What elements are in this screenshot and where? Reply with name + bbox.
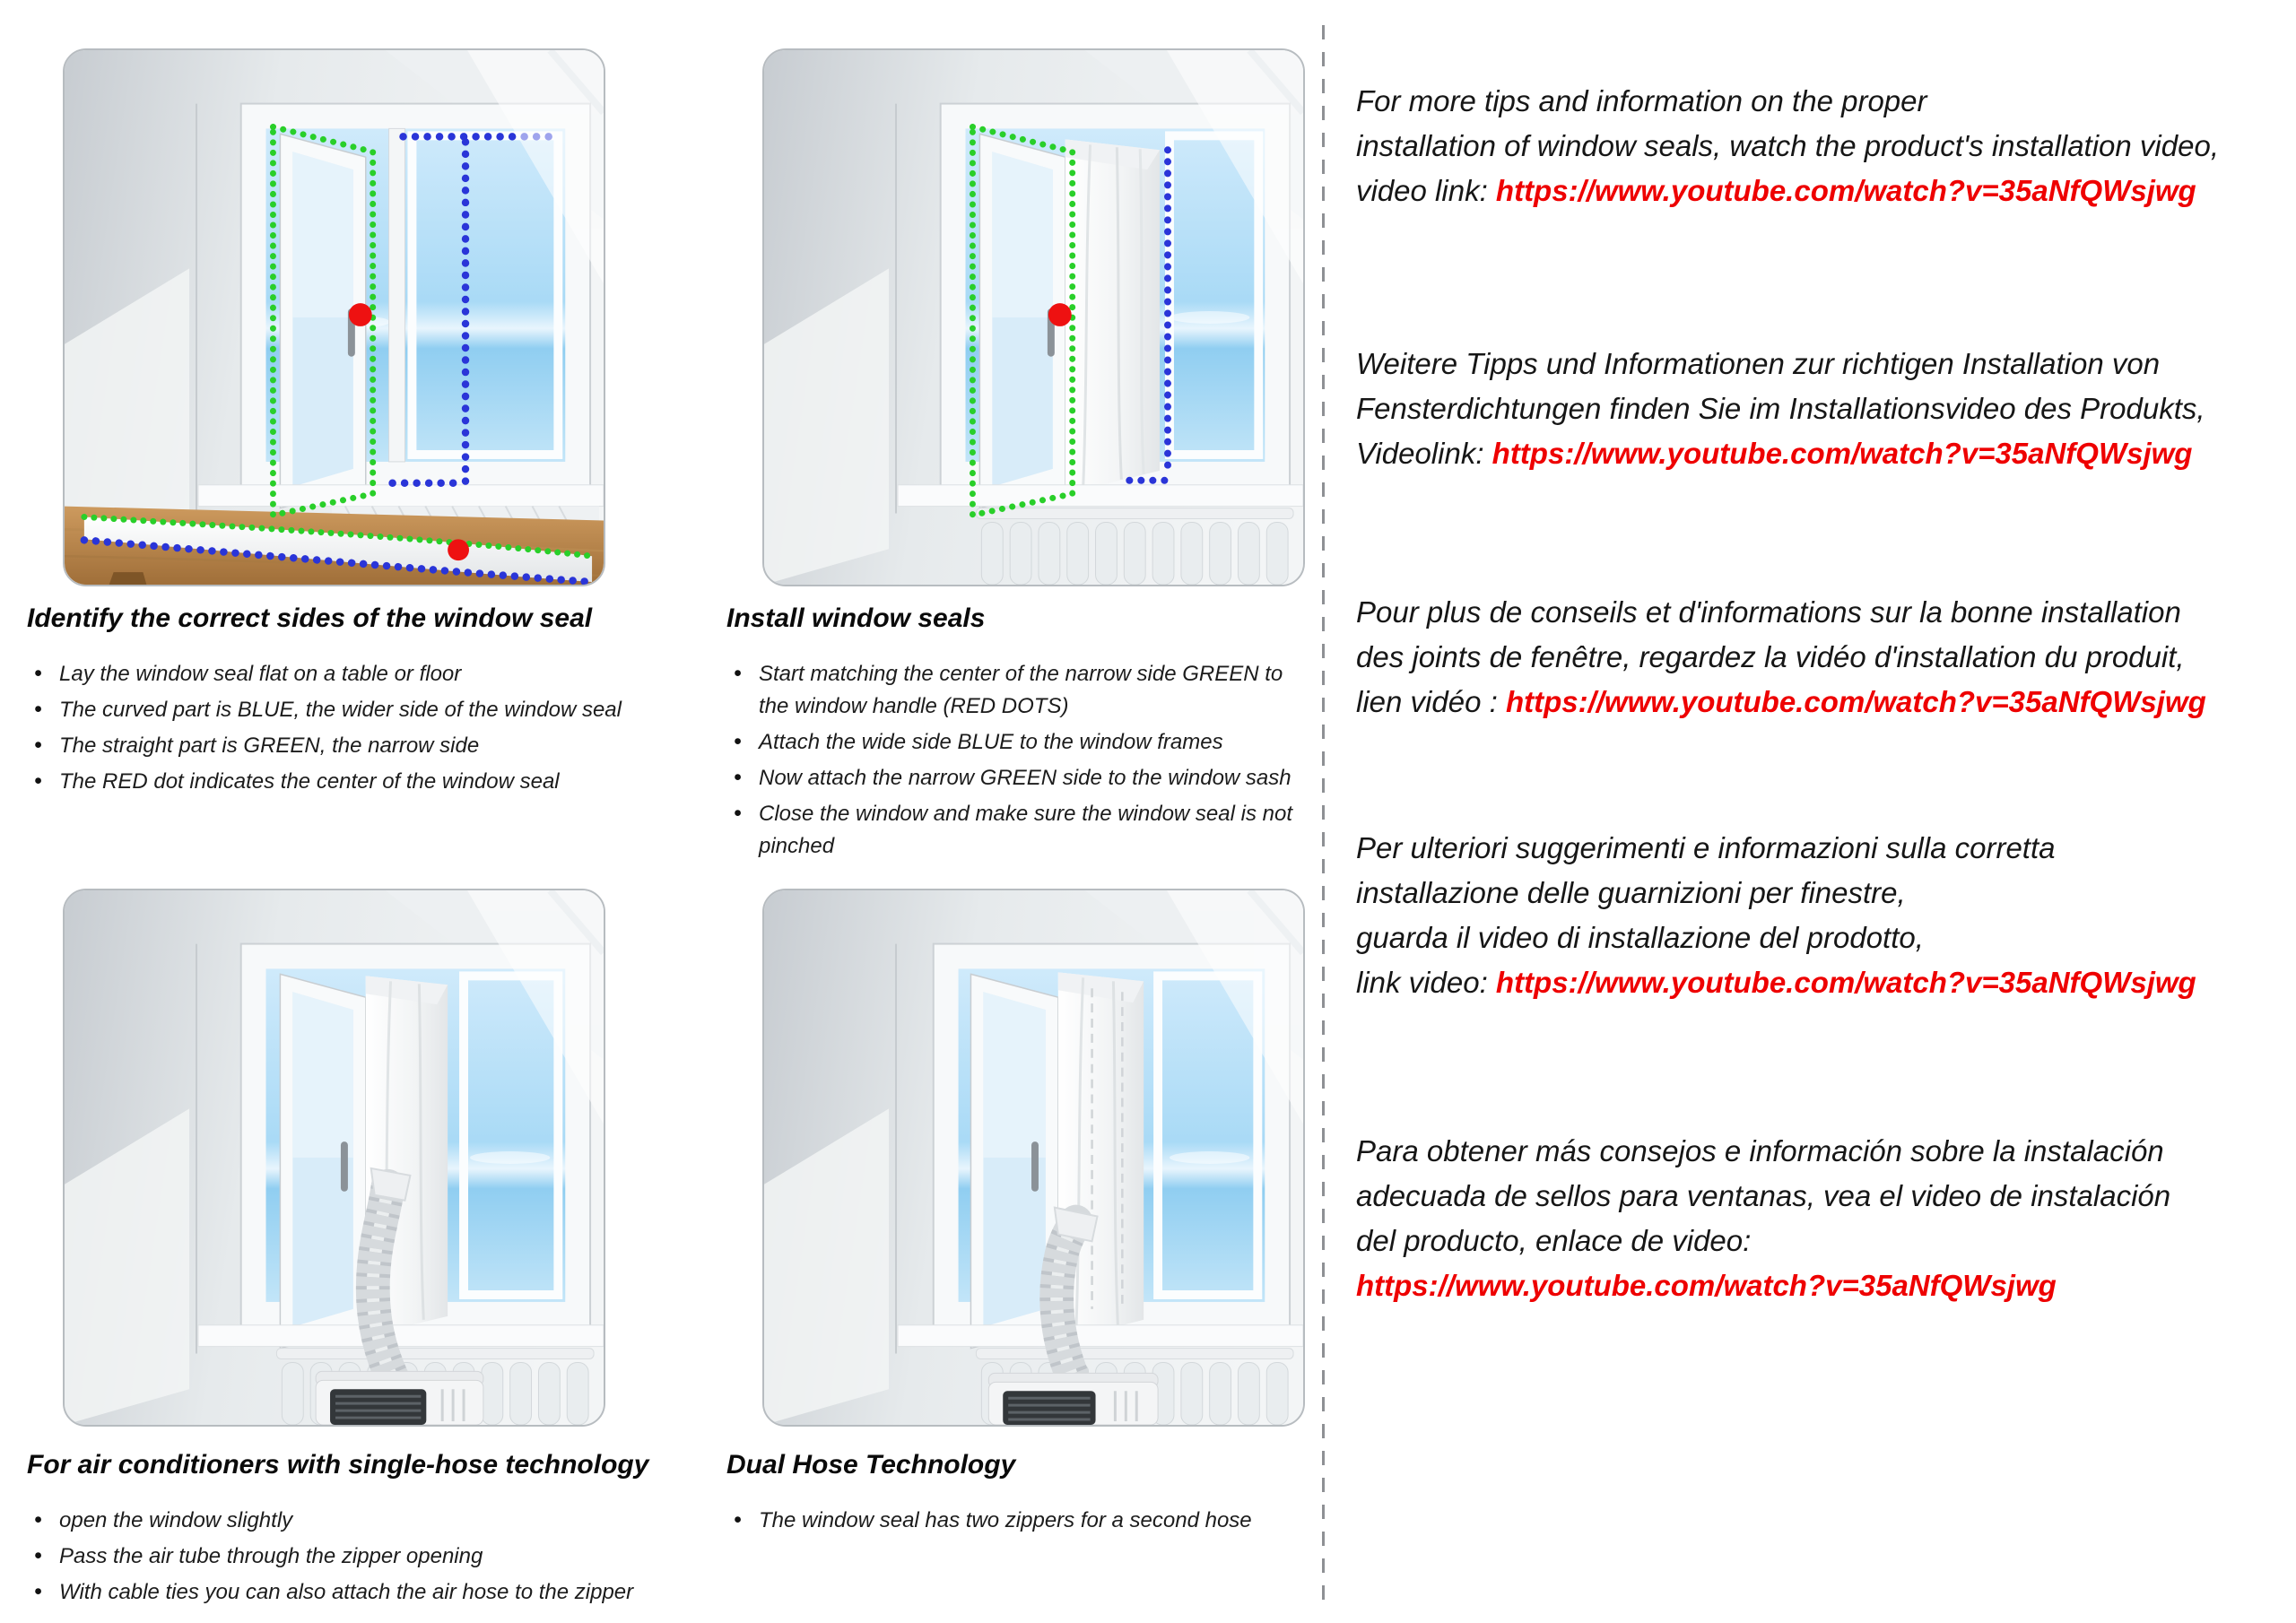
paragraph-lines — [1356, 1129, 2293, 1263]
section-identify-seal-sides — [27, 603, 695, 802]
windowsill — [898, 485, 1303, 507]
bullet-item: • Close the window and make sure the window seal is not pinched — [726, 798, 1300, 863]
photo-single-hose — [63, 889, 605, 1427]
paragraph-german — [1356, 342, 2293, 476]
youtube-video-link[interactable]: https://www.youtube.com/watch?v=35aNfQWsjwg — [1495, 174, 2196, 207]
paragraph-line: guarda il video di installazione del prodotto, — [1356, 921, 1924, 954]
bullet-item: • Start matching the center of the narrow side GREEN to the window handle (RED DOTS) — [726, 658, 1300, 723]
section-heading: Dual Hose Technology — [726, 1450, 1016, 1480]
photo-dual-hose — [762, 889, 1305, 1427]
youtube-video-link[interactable]: https://www.youtube.com/watch?v=35aNfQWsjwg — [1505, 685, 2206, 718]
paragraph-line: Per ulteriori suggerimenti e informazioni sulla corretta — [1356, 831, 2056, 864]
bullet-item: • The window seal has two zippers for a second hose — [726, 1505, 1318, 1537]
section-single-hose — [27, 1449, 735, 1612]
bullet-item: • The RED dot indicates the center of the window seal — [27, 766, 695, 798]
paragraph-line: Weitere Tipps und Informationen zur richtigen Installation von — [1356, 347, 2161, 380]
section-heading: Install window seals — [726, 603, 986, 633]
paragraph-lines — [1356, 590, 2293, 680]
link-prefix: lien vidéo : — [1356, 685, 1506, 718]
red-center-dot-handle — [349, 303, 372, 326]
window-handle — [341, 1141, 348, 1192]
bullet-item: • Now attach the narrow GREEN side to the window sash — [726, 762, 1300, 794]
bullet-item: • With cable ties you can also attach the air hose to the zipper — [27, 1576, 735, 1609]
link-prefix: video link: — [1356, 174, 1496, 207]
photo-identify-seal-sides — [63, 48, 605, 586]
windowsill — [198, 485, 604, 507]
paragraph-line: Pour plus de conseils et d'informations sur la bonne installation — [1356, 595, 2181, 629]
window-handle — [1031, 1141, 1039, 1192]
youtube-video-link[interactable]: https://www.youtube.com/watch?v=35aNfQWsjwg — [1495, 966, 2196, 999]
section-bullets — [27, 658, 695, 798]
bullet-item: • open the window slightly — [27, 1505, 735, 1537]
youtube-video-link[interactable]: https://www.youtube.com/watch?v=35aNfQWsjwg — [1492, 437, 2193, 470]
video-link-line — [1356, 1263, 2293, 1308]
vertical-dashed-divider — [1322, 25, 1325, 1600]
section-bullets — [726, 1505, 1318, 1537]
section-bullets — [27, 1505, 735, 1609]
youtube-video-link[interactable]: https://www.youtube.com/watch?v=35aNfQWsjwg — [1356, 1269, 2057, 1302]
bullet-item: • Pass the air tube through the zipper opening — [27, 1541, 735, 1573]
paragraph-lines — [1356, 826, 2293, 960]
section-dual-hose — [726, 1449, 1318, 1541]
section-bullets — [726, 658, 1300, 863]
portable-ac-unit — [316, 1371, 483, 1425]
section-install-window-seals — [726, 603, 1300, 866]
video-link-line — [1356, 960, 2293, 1005]
section-heading: Identify the correct sides of the window seal — [27, 603, 593, 633]
fabric-window-seal — [1065, 139, 1160, 493]
windowsill — [198, 1325, 604, 1347]
paragraph-italian — [1356, 826, 2293, 1005]
paragraph-french — [1356, 590, 2293, 725]
paragraph-lines — [1356, 79, 2293, 169]
photo-install-window-seal — [762, 48, 1305, 586]
video-link-line — [1356, 431, 2293, 476]
red-center-dot-strip — [448, 539, 469, 560]
paragraph-spanish — [1356, 1129, 2293, 1308]
link-prefix: link video: — [1356, 966, 1496, 999]
paragraph-line: installation of window seals, watch the product's installation video, — [1356, 129, 2219, 162]
paragraph-line: For more tips and information on the proper — [1356, 84, 1927, 117]
bullet-item: • The straight part is GREEN, the narrow side — [27, 730, 695, 762]
link-prefix: Videolink: — [1356, 437, 1492, 470]
windowsill — [898, 1325, 1303, 1347]
red-center-dot-handle — [1048, 303, 1072, 326]
paragraph-line: del producto, enlace de video: — [1356, 1224, 1752, 1257]
paragraph-lines — [1356, 342, 2293, 431]
bullet-item: • Attach the wide side BLUE to the window frames — [726, 726, 1300, 759]
video-link-line — [1356, 169, 2293, 213]
portable-ac-unit — [988, 1373, 1158, 1425]
paragraph-line: installazione delle guarnizioni per finestre, — [1356, 876, 1906, 909]
bullet-item: • The curved part is BLUE, the wider side of the window seal — [27, 694, 695, 726]
paragraph-line: Fensterdichtungen finden Sie im Installationsvideo des Produkts, — [1356, 392, 2205, 425]
paragraph-line: Para obtener más consejos e información sobre la instalación — [1356, 1134, 2164, 1167]
video-link-line — [1356, 680, 2293, 725]
paragraph-english — [1356, 79, 2293, 213]
section-heading: For air conditioners with single-hose technology — [27, 1450, 649, 1480]
paragraph-line: des joints de fenêtre, regardez la vidéo d'installation du produit, — [1356, 640, 2185, 673]
bullet-item: • Lay the window seal flat on a table or floor — [27, 658, 695, 690]
paragraph-line: adecuada de sellos para ventanas, vea el video de instalación — [1356, 1179, 2171, 1212]
